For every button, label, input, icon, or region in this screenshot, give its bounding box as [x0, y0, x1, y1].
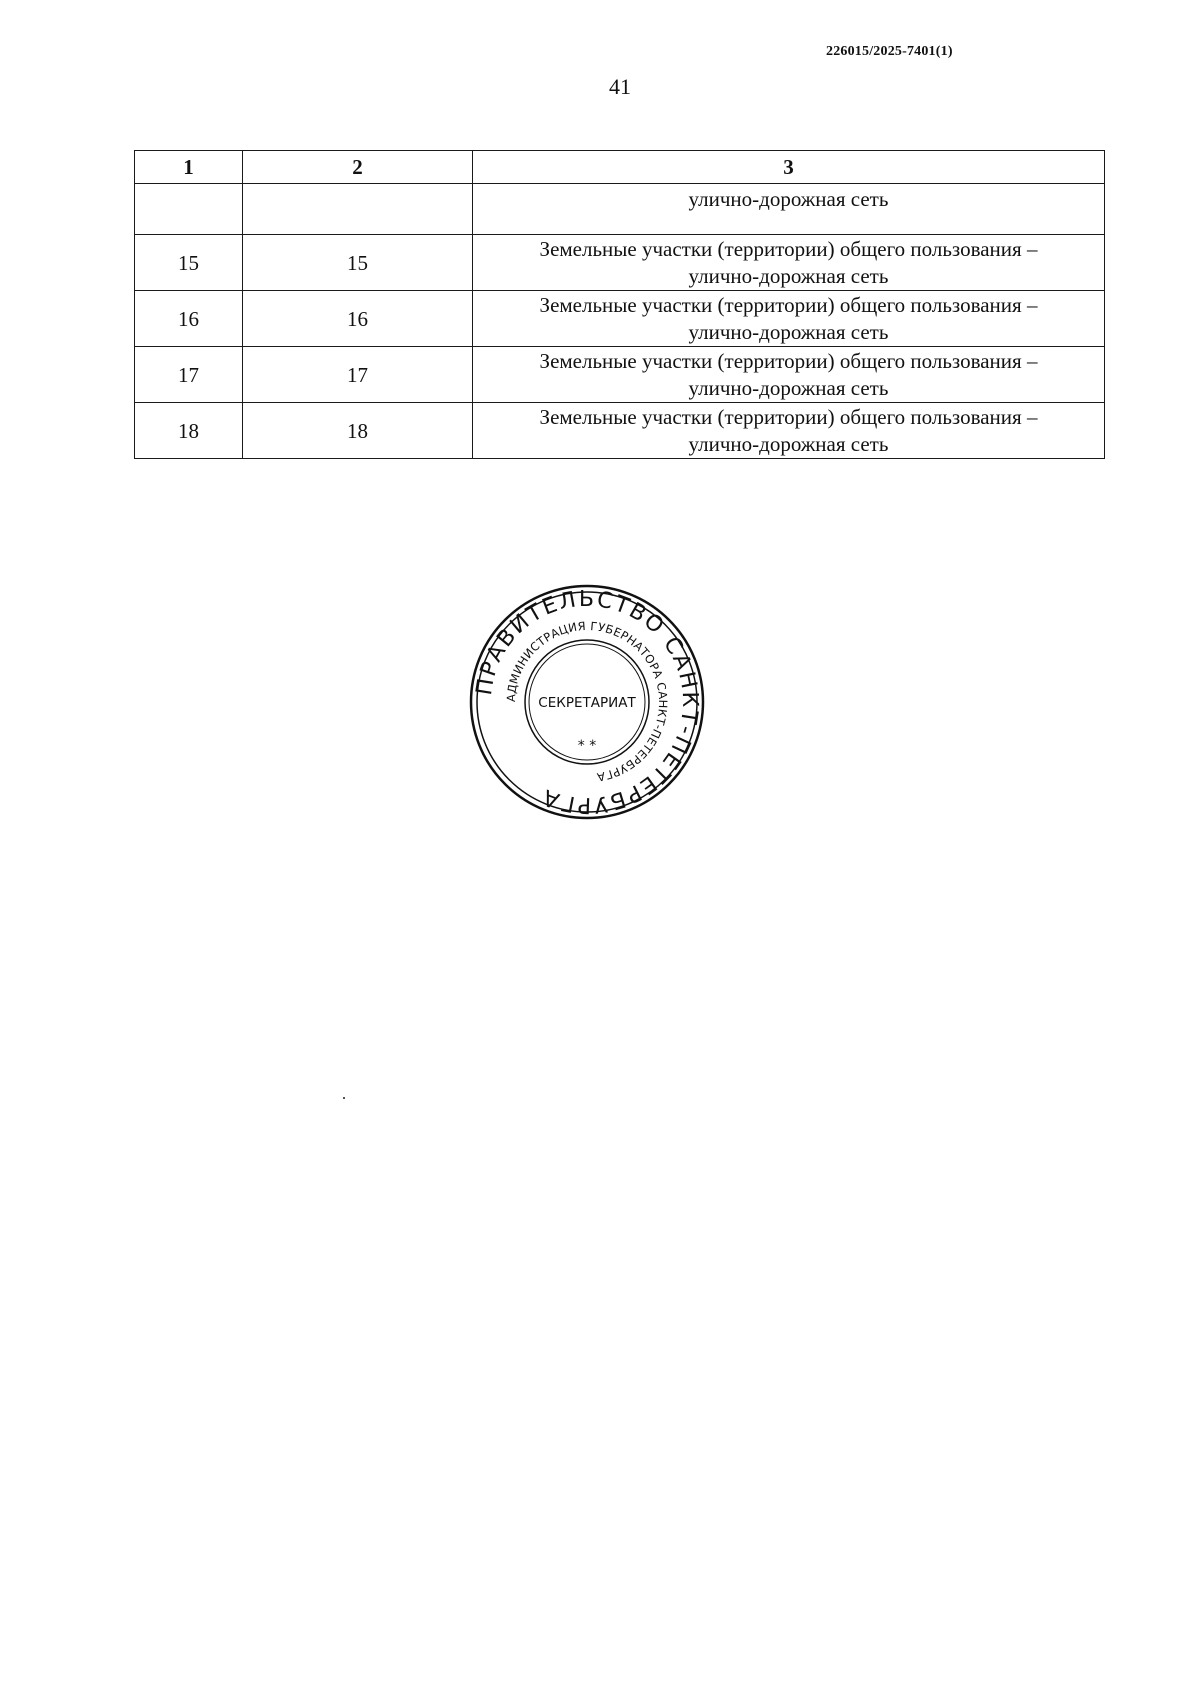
seal-center-text: СЕКРЕТАРИАТ — [538, 695, 636, 711]
column-header-1: 1 — [135, 151, 243, 184]
table-row — [135, 235, 1105, 291]
table-row-continuation — [135, 184, 1105, 235]
description-line: улично-дорожная сеть — [688, 431, 889, 456]
page-number: 41 — [609, 74, 631, 99]
register-table — [134, 150, 1105, 459]
seal-inner-text: АДМИНИСТРАЦИЯ ГУБЕРНАТОРА САНКТ-ПЕТЕРБУРГА — [503, 618, 671, 785]
cell-number: 15 — [135, 235, 243, 291]
table-row — [135, 403, 1105, 459]
description-line: улично-дорожная сеть — [688, 375, 889, 400]
cell-description — [473, 403, 1105, 459]
description-line: Земельные участки (территории) общего пользования – — [539, 236, 1038, 261]
official-seal-stamp — [467, 582, 707, 822]
description-line: Земельные участки (территории) общего пользования – — [539, 292, 1038, 317]
cell-object-number: 18 — [243, 403, 473, 459]
scan-speck — [343, 1097, 345, 1099]
description-line: улично-дорожная сеть — [688, 263, 889, 288]
description-line: Земельные участки (территории) общего пользования – — [539, 404, 1038, 429]
table-row — [135, 291, 1105, 347]
table-header-row — [135, 151, 1105, 184]
cell-object-number — [243, 184, 473, 235]
cell-number: 18 — [135, 403, 243, 459]
cell-object-number: 17 — [243, 347, 473, 403]
document-registration-number: 226015/2025-7401(1) — [826, 44, 953, 59]
column-header-3: 3 — [473, 151, 1105, 184]
description-line: Земельные участки (территории) общего пользования – — [539, 348, 1038, 373]
cell-description — [473, 291, 1105, 347]
cell-number: 16 — [135, 291, 243, 347]
seal-stars: * * — [577, 738, 597, 754]
cell-description — [473, 235, 1105, 291]
column-header-2: 2 — [243, 151, 473, 184]
description-line: улично-дорожная сеть — [688, 319, 889, 344]
seal-outer-text: ПРАВИТЕЛЬСТВО САНКТ-ПЕТЕРБУРГА — [471, 586, 703, 818]
cell-number: 17 — [135, 347, 243, 403]
table-row — [135, 347, 1105, 403]
cell-description: улично-дорожная сеть — [473, 184, 1105, 235]
cell-description — [473, 347, 1105, 403]
cell-object-number: 15 — [243, 235, 473, 291]
cell-object-number: 16 — [243, 291, 473, 347]
cell-number — [135, 184, 243, 235]
